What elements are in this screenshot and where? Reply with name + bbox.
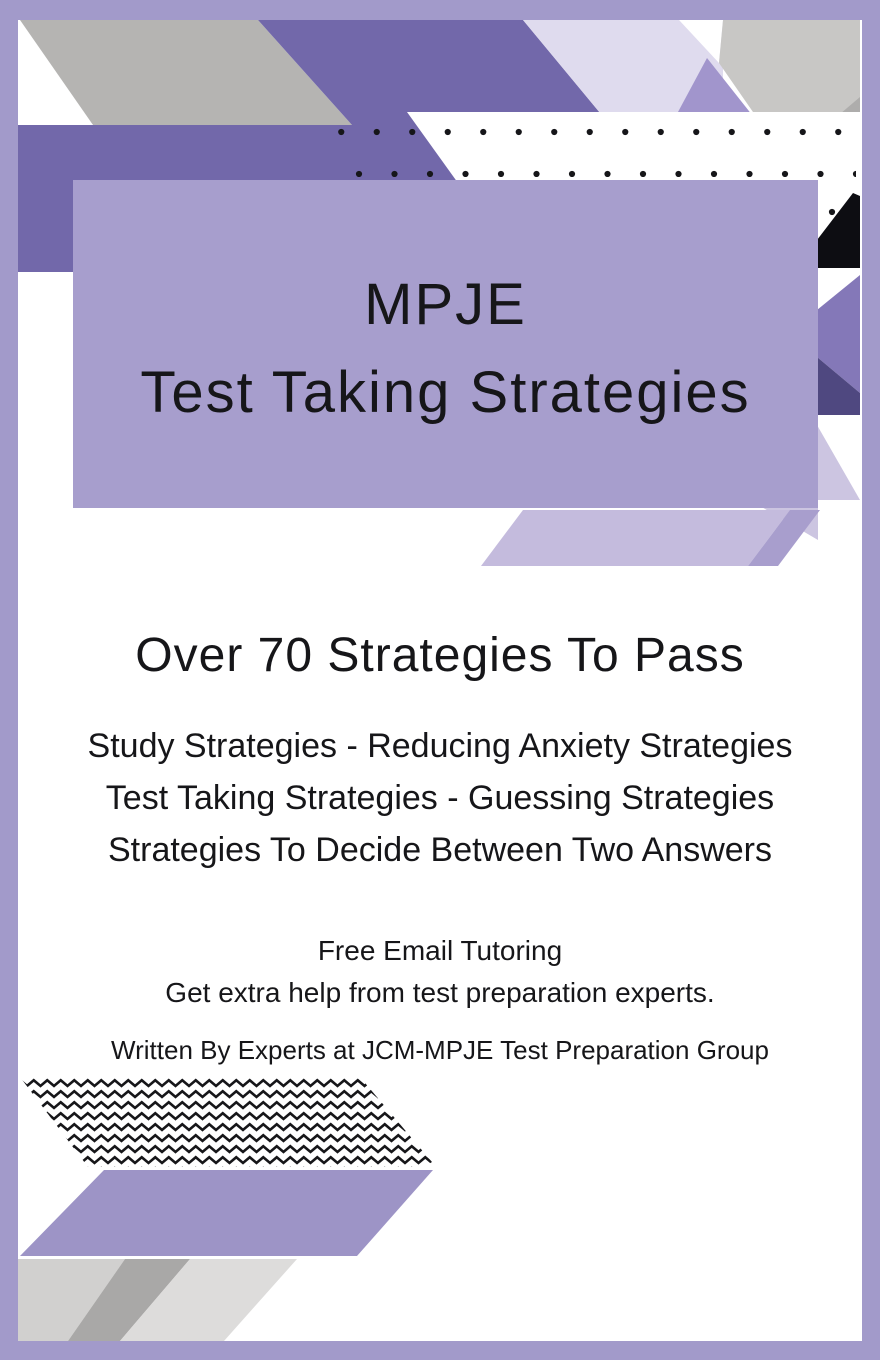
tutoring-line-1: Free Email Tutoring (317, 935, 563, 966)
strategy-line: Study Strategies - Reducing Anxiety Strategies (87, 727, 793, 765)
tutoring-block (18, 930, 862, 1014)
chevron-band (20, 1077, 432, 1167)
title-line-1: MPJE (364, 272, 527, 337)
title-line-2: Test Taking Strategies (140, 360, 751, 425)
purple-parallelogram (20, 1170, 433, 1256)
under-title-collage (481, 510, 820, 566)
dot-rows (333, 121, 856, 177)
pale-right-triangle (817, 425, 860, 500)
strategy-line: Test Taking Strategies - Guessing Strategies (105, 779, 775, 817)
under-title-parallelogram (481, 510, 790, 566)
strategy-list (18, 720, 862, 876)
title-panel (73, 180, 818, 508)
black-triangle (817, 193, 860, 268)
headline: Over 70 Strategies To Pass (135, 629, 745, 682)
tutoring-line-2: Get extra help from test preparation experts. (165, 977, 715, 1008)
author-byline: Written By Experts at JCM-MPJE Test Preparation Group (111, 1035, 769, 1065)
strategy-line: Strategies To Decide Between Two Answers (108, 831, 772, 869)
stray-dot (829, 209, 835, 215)
bottom-collage (18, 1077, 433, 1341)
